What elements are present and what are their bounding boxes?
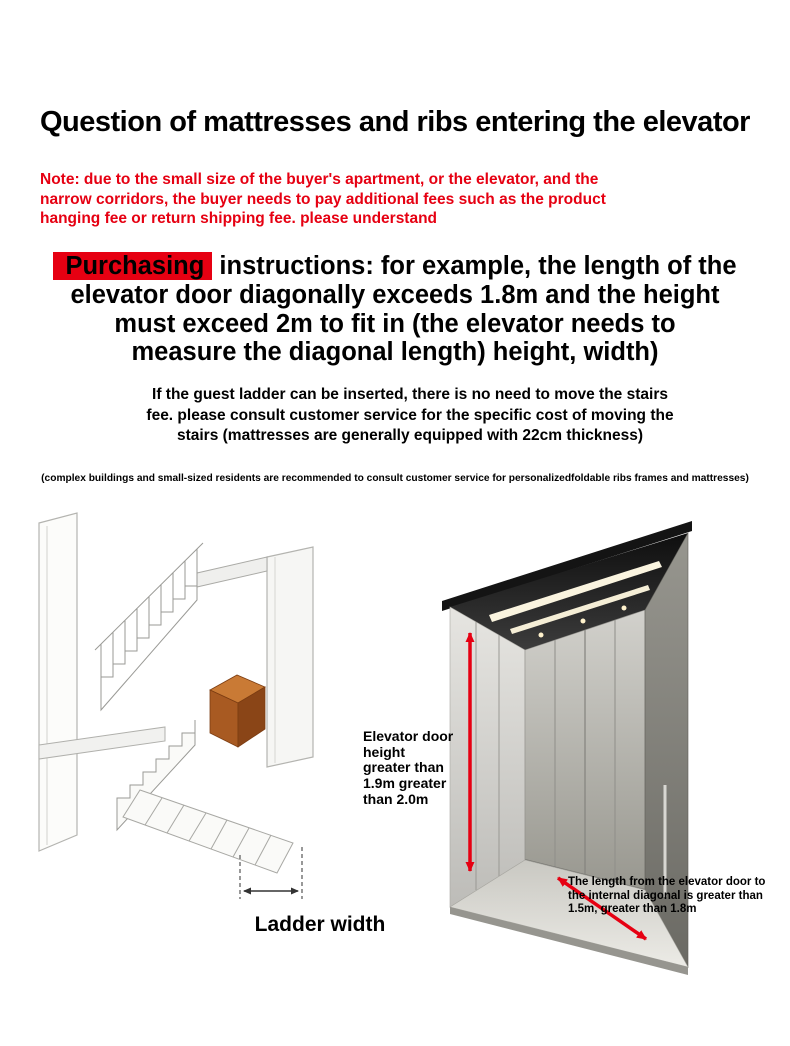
ladder-note-line: stairs (mattresses are generally equipped with 22cm thickness) bbox=[176, 427, 644, 445]
stair-right-wall bbox=[267, 547, 313, 767]
small-print-note: (complex buildings and small-sized residents are recommended to consult customer service for personalizedfoldable ribs frames and mattresses) bbox=[41, 473, 749, 484]
stair-bottom-flight bbox=[123, 790, 293, 873]
ladder-note-line: If the guest ladder can be inserted, there is no need to move the stairs bbox=[152, 386, 668, 403]
elevator-diagonal-label-line: 1.5m, greater than 1.8m bbox=[568, 903, 697, 916]
elevator-height-label-line: 1.9m greater bbox=[363, 775, 447, 792]
purchasing-highlight: Purchasing bbox=[53, 252, 212, 280]
elevator-height-label-line: than 2.0m bbox=[363, 790, 429, 807]
package-box bbox=[210, 675, 265, 747]
purchasing-instructions bbox=[15, 252, 775, 367]
note-line: hanging fee or return shipping fee. please understand bbox=[40, 210, 438, 228]
purchasing-line-1 bbox=[15, 252, 775, 281]
stair-top-landing bbox=[197, 557, 267, 587]
elevator-back-wall bbox=[525, 610, 645, 890]
purchasing-line-4: measure the diagonal length) height, width) bbox=[131, 338, 659, 367]
elevator-height-label-line: greater than bbox=[363, 759, 444, 776]
staircase-illustration bbox=[25, 505, 355, 945]
ladder-note-line: fee. please consult customer service for the specific cost of moving the bbox=[146, 406, 674, 424]
stair-upper-flight bbox=[101, 573, 197, 710]
note-text bbox=[40, 170, 750, 229]
note-line: narrow corridors, the buyer needs to pay additional fees such as the product bbox=[40, 190, 606, 208]
ladder-note bbox=[65, 385, 755, 447]
elevator-diagonal-label bbox=[568, 876, 776, 917]
stair-left-wall bbox=[39, 513, 77, 851]
elevator-height-label-line: Elevator door bbox=[363, 728, 454, 744]
purchasing-line-3: must exceed 2m to fit in (the elevator needs to bbox=[114, 309, 676, 338]
elevator-height-label bbox=[363, 729, 463, 807]
elevator-diagonal-label-line: the internal diagonal is greater than bbox=[568, 889, 763, 902]
purchasing-line-2: elevator door diagonally exceeds 1.8m and the height bbox=[70, 280, 720, 309]
purchasing-line-1-rest: instructions: for example, the length of the bbox=[212, 252, 737, 280]
elevator-diagonal-label-line: The length from the elevator door to bbox=[568, 876, 766, 888]
note-line: Note: due to the small size of the buyer's apartment, or the elevator, and the bbox=[40, 171, 599, 188]
ladder-width-label: Ladder width bbox=[254, 913, 386, 936]
page-title: Question of mattresses and ribs entering the elevator bbox=[40, 106, 750, 138]
elevator-height-label-line: height bbox=[363, 743, 405, 760]
